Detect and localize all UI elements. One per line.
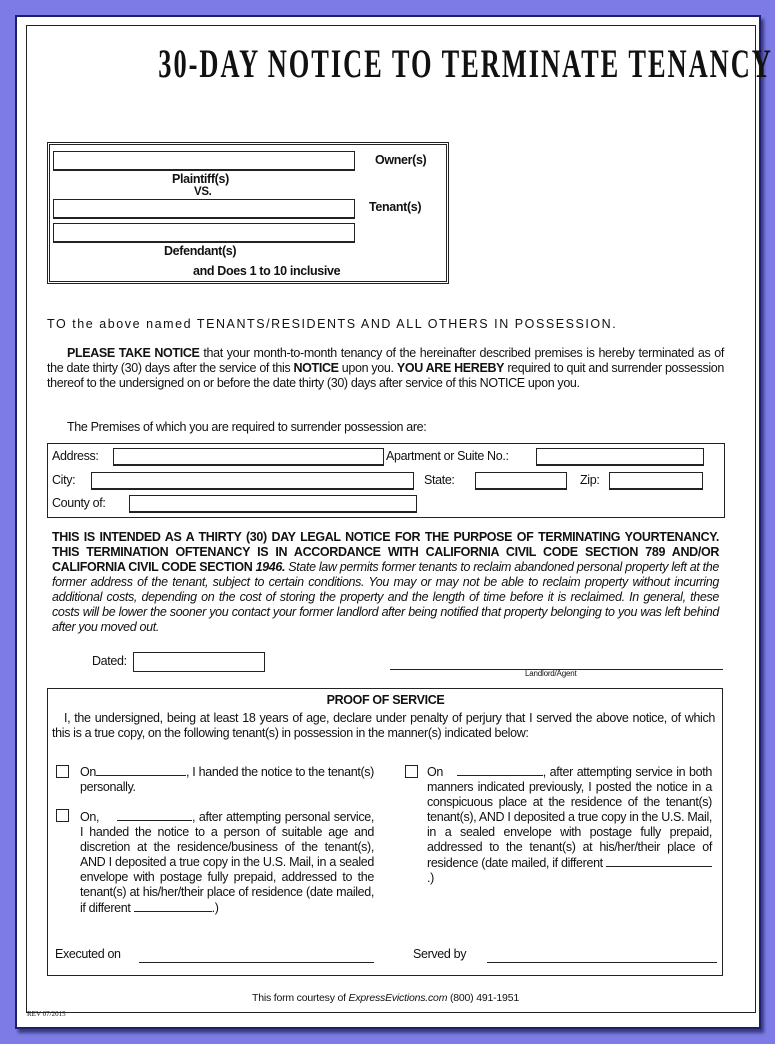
legal-notice-paragraph (52, 530, 719, 635)
landlord-label: Landlord/Agent (525, 669, 577, 678)
proof-heading: PROOF OF SERVICE (326, 693, 445, 707)
does-label: and Does 1 to 10 inclusive (193, 264, 341, 278)
apartment-label: Apartment or Suite No.: (386, 449, 509, 463)
county-field[interactable] (129, 495, 417, 513)
option-3-end: .) (427, 871, 434, 885)
zip-field[interactable] (609, 472, 703, 490)
revision-label: REV 07/2015 (27, 1010, 66, 1018)
state-field[interactable] (475, 472, 567, 490)
option-1-date-blank[interactable] (96, 764, 186, 776)
dated-field[interactable] (133, 652, 265, 672)
option-3-text (427, 764, 712, 886)
option-2-text (80, 809, 374, 916)
served-by-line[interactable] (487, 962, 717, 963)
tenant-label: Tenant(s) (369, 200, 422, 214)
notice-bold-1: PLEASE TAKE NOTICE (67, 346, 200, 360)
option-2-date-blank[interactable] (117, 809, 192, 821)
premises-intro: The Premises of which you are required to surrender possession are: (67, 420, 427, 434)
option-1-text (80, 764, 374, 795)
proof-intro: I, the undersigned, being at least 18 years of age, declare under penalty of perjury that I served the above notice, of which this is a true copy, on the following tenant(s) in possession in the manner(s) indicated below: (52, 711, 715, 740)
notice-bold-3: YOU ARE HEREBY (396, 361, 505, 375)
apartment-field[interactable] (536, 448, 704, 466)
executed-on-line[interactable] (139, 962, 374, 963)
notice-paragraph (47, 346, 724, 391)
option-3-date-blank[interactable] (457, 764, 543, 776)
option-3-checkbox[interactable] (405, 765, 418, 778)
tenant-field-1[interactable] (53, 199, 355, 219)
page-title (0, 40, 775, 87)
dated-label: Dated: (92, 654, 127, 668)
option-3-on: On (427, 765, 443, 779)
option-3-body: , after attempting service in both manners indicated previously, I posted the notice in a conspicuous place at the residence of the tenant(s) tenant(s), AND I deposited a true copy in the U.S. Mail, in a sealed envelope with postage fully prepaid, addressed to the tenant(s) at his/her/their place of residence (date mailed, if different (427, 765, 712, 870)
defendant-label: Defendant(s) (164, 244, 237, 258)
vs-label: VS. (194, 186, 212, 198)
zip-label: Zip: (580, 473, 600, 487)
option-1-checkbox[interactable] (56, 765, 69, 778)
footer-site-link: ExpressEvictions.com (348, 992, 448, 1004)
legal-bold-text: THIS IS INTENDED AS A THIRTY (30) DAY LEGAL NOTICE FOR THE PURPOSE OF TERMINATING YOURTENANCY. THIS TERMINATION OFTENANCY IS IN ACCORDANCE WITH CALIFORNIA CIVIL CODE SECTION 789 AND/OR CALIFORNIA CIVIL CODE SECTION (52, 530, 719, 574)
option-1-body: , I handed the notice to the tenant(s) personally. (80, 765, 374, 794)
option-2-body: , after attempting personal service, I handed the notice to a person of suitable age and discretion at the residence/business of the tenant(s), AND I deposited a true copy in the U.S. Mail, in a sealed envelope with postage fully prepaid, addressed to the tenant(s) at his/her/their place of residence (date mailed, if different (80, 810, 374, 915)
option-2-mailed-blank[interactable] (134, 900, 212, 912)
notice-text-1: that your month-to-month tenancy of the hereinafter described premises is hereby terminated as of the date thirty (30) days after the service of this (47, 346, 724, 375)
city-label: City: (52, 473, 76, 487)
option-1-on: On (80, 765, 96, 779)
option-2-checkbox[interactable] (56, 809, 69, 822)
option-3-mailed-blank[interactable] (606, 855, 712, 867)
served-by-label: Served by (413, 947, 467, 961)
state-label: State: (424, 473, 455, 487)
salutation: TO the above named TENANTS/RESIDENTS AND ALL OTHERS IN POSSESSION. (47, 317, 618, 331)
legal-code-number: 1946. (255, 560, 286, 574)
address-label: Address: (52, 449, 99, 463)
footer-credit (0, 991, 771, 1006)
notice-text-2: upon you. (338, 361, 397, 375)
tenant-field-2[interactable] (53, 223, 355, 243)
address-field[interactable] (113, 448, 384, 466)
option-2-on: On, (80, 810, 100, 824)
executed-on-label: Executed on (55, 947, 121, 961)
title-text: 30-DAY NOTICE TO TERMINATE TENANCY (158, 41, 773, 86)
footer-phone: (800) 491-1951 (447, 992, 519, 1004)
notice-bold-2: NOTICE (293, 361, 339, 375)
plaintiff-label: Plaintiff(s) (172, 172, 229, 186)
option-2-end: .) (211, 901, 219, 915)
notice-text-3: required to quit and surrender possession thereof to the undersigned on or before the date thirty (30) days after service of this NOTICE upon you. (47, 361, 724, 390)
owner-label: Owner(s) (375, 153, 427, 167)
plaintiff-field[interactable] (53, 151, 355, 171)
county-label: County of: (52, 496, 106, 510)
footer-prefix: This form courtesy of (252, 992, 349, 1004)
city-field[interactable] (91, 472, 414, 490)
legal-italic-text: State law permits former tenants to reclaim abandoned personal property left at the former address of the tenant, subject to certain conditions. You may or may not be able to reclaim property without incurring additional costs, depending on the cost of storing the property and the length of time before it is reclaimed. In general, these costs will be lower the sooner you contact your former landlord after being notified that property belonging to you was left behind after you moved out. (52, 560, 719, 634)
